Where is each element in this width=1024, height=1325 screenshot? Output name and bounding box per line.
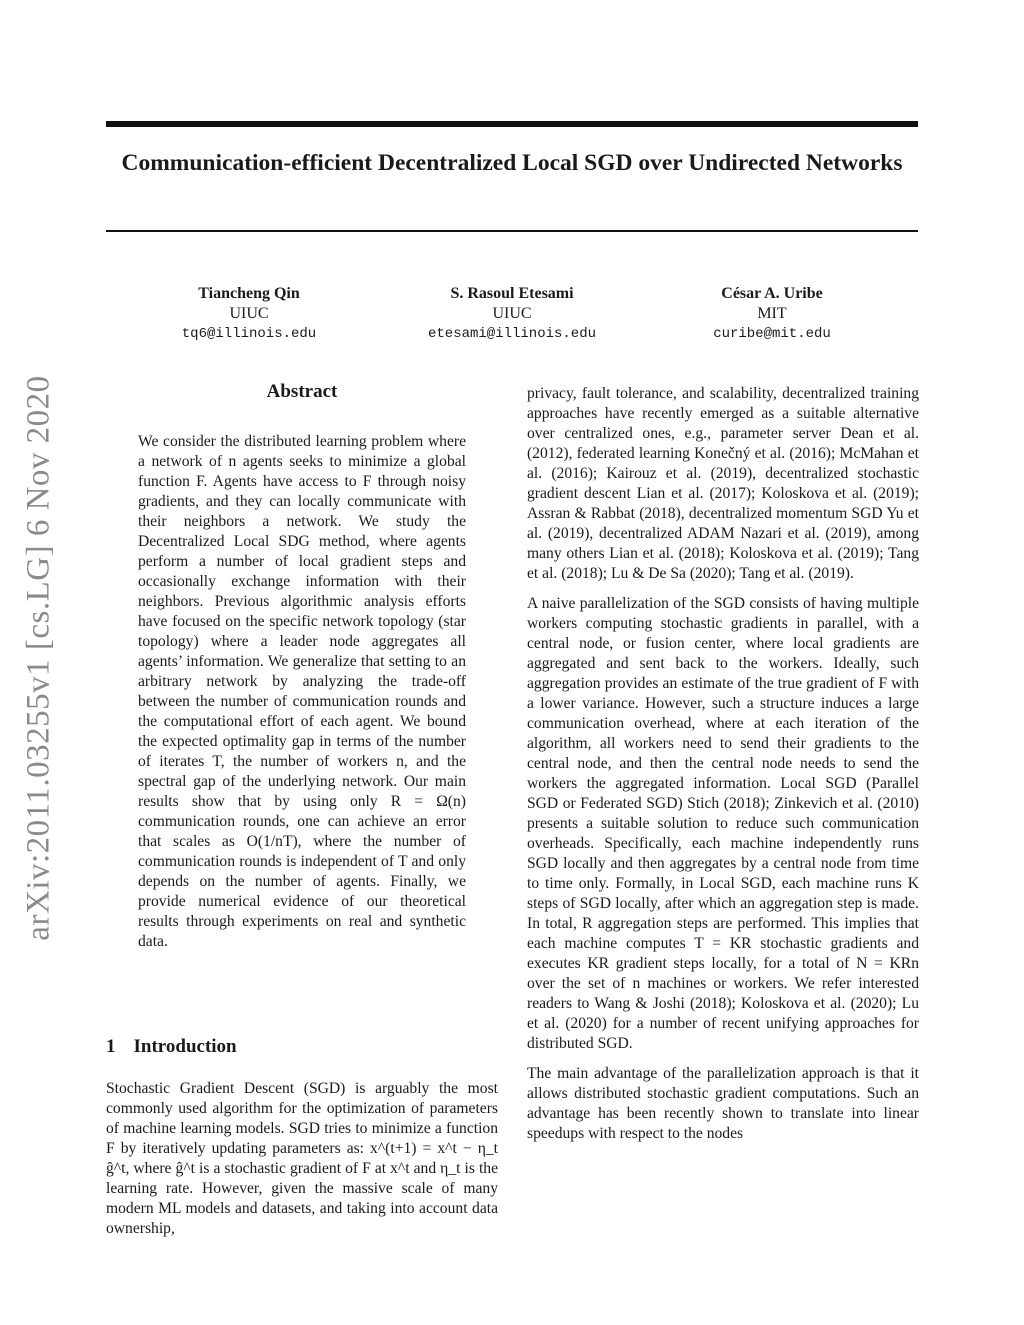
author-affiliation: UIUC xyxy=(229,305,269,322)
intro-paragraph: Stochastic Gradient Descent (SGD) is arguably the most commonly used algorithm for the optimization of parameters of machine learning models. SGD tries to minimize a function F by iteratively updating parameters as: x^(t+1) = x^t − η_t ĝ^t, where ĝ^t is a stochastic gradient of F at x^t and η_t is the learning rate. However, given the massive scale of many modern ML models and datasets, and taking into account data ownership, xyxy=(106,1080,498,1237)
author-email[interactable]: tq6@illinois.edu xyxy=(181,326,317,342)
section-title: Introduction xyxy=(133,1036,237,1057)
author-3 xyxy=(652,284,892,344)
title-rule xyxy=(106,230,918,232)
arxiv-identifier[interactable]: arXiv:2011.03255v1 [cs.LG] 6 Nov 2020 xyxy=(20,374,57,941)
author-name: Tiancheng Qin xyxy=(198,285,300,302)
top-rule xyxy=(106,121,918,127)
author-affiliation: UIUC xyxy=(492,305,532,322)
right-column xyxy=(527,384,919,1154)
abstract-heading: Abstract xyxy=(266,381,338,402)
author-1 xyxy=(129,284,369,344)
arxiv-side-label xyxy=(14,355,64,960)
author-email[interactable]: etesami@illinois.edu xyxy=(427,326,597,342)
abstract-body: We consider the distributed learning problem where a network of n agents seeks to minimize a global function F. Agents have access to F through noisy gradients, and they can locally communicate with their neighbors a network. We study the Decentralized Local SDG method, where agents perform a number of local gradient steps and occasionally exchange information with their neighbors. Previous algorithmic analysis efforts have focused on the specific network topology (star topology) where a leader node aggregates all agents’ information. We generalize that setting to an arbitrary network by analyzing the trade-off between the number of communication rounds and the computational effort of each agent. We bound the expected optimality gap in terms of the number of iterates T, the number of workers n, and the spectral gap of the underlying network. Our main results show that by using only R = Ω(n) communication rounds, one can achieve an error that scales as O(1/nT), where the number of communication rounds is independent of T and only depends on the number of agents. Finally, we provide numerical evidence of our theoretical results through experiments on real and synthetic data. xyxy=(138,433,466,950)
paragraph-naive-parallelization: A naive parallelization of the SGD consists of having multiple workers computing stochastic gradients in parallel, with a central node, or fusion center, where local gradients are aggregated and sent back to the workers. Ideally, such aggregation provides an estimate of the true gradient of F with a lower variance. However, such a structure induces a large communication overhead, where at each iteration of the algorithm, all workers need to send their gradients to the central node, and then the central node needs to send the workers the aggregated information. Local SGD (Parallel SGD or Federated SGD) Stich (2018); Zinkevich et al. (2010) presents a suitable solution to reduce such communication overheads. Specifically, each machine independently runs SGD locally and then aggregates by a central node from time to time only. Formally, in Local SGD, each machine runs K steps of SGD locally, after which an aggregation step is made. In total, R aggregation steps are performed. This implies that each machine computes T = KR stochastic gradients and executes KR gradient steps locally, for a total of N = KRn over the set of n machines or workers. We refer interested readers to Wang & Joshi (2018); Koloskova et al. (2020); Lu et al. (2020) for a number of recent unifying approaches for distributed SGD. xyxy=(527,595,919,1052)
section-heading xyxy=(106,1036,237,1058)
paragraph-related-work: privacy, fault tolerance, and scalability, decentralized training approaches have recently emerged as a suitable alternative over centralized ones, e.g., parameter server Dean et al. (2012), federated learning Konečný et al. (2016); McMahan et al. (2016); Kairouz et al. (2019), decentralized stochastic gradient descent Lian et al. (2017); Koloskova et al. (2019); Assran & Rabbat (2018), decentralized momentum SGD Yu et al. (2019), decentralized ADAM Nazari et al. (2019), among many others Lian et al. (2018); Koloskova et al. (2019); Tang et al. (2018); Lu & De Sa (2020); Tang et al. (2019). xyxy=(527,385,919,582)
paper-title: Communication-efficient Decentralized Local SGD over Undirected Networks xyxy=(121,150,903,176)
author-name: S. Rasoul Etesami xyxy=(450,285,574,302)
section-number: 1 xyxy=(106,1036,116,1057)
author-affiliation: MIT xyxy=(757,305,787,322)
author-name: César A. Uribe xyxy=(721,285,823,302)
paragraph-main-advantage: The main advantage of the parallelization approach is that it allows distributed stochastic gradient computations. Such an advantage has been recently shown to translate into linear speedups with respect to the nodes xyxy=(527,1065,919,1142)
author-email[interactable]: curibe@mit.edu xyxy=(713,326,831,342)
author-2 xyxy=(392,284,632,344)
